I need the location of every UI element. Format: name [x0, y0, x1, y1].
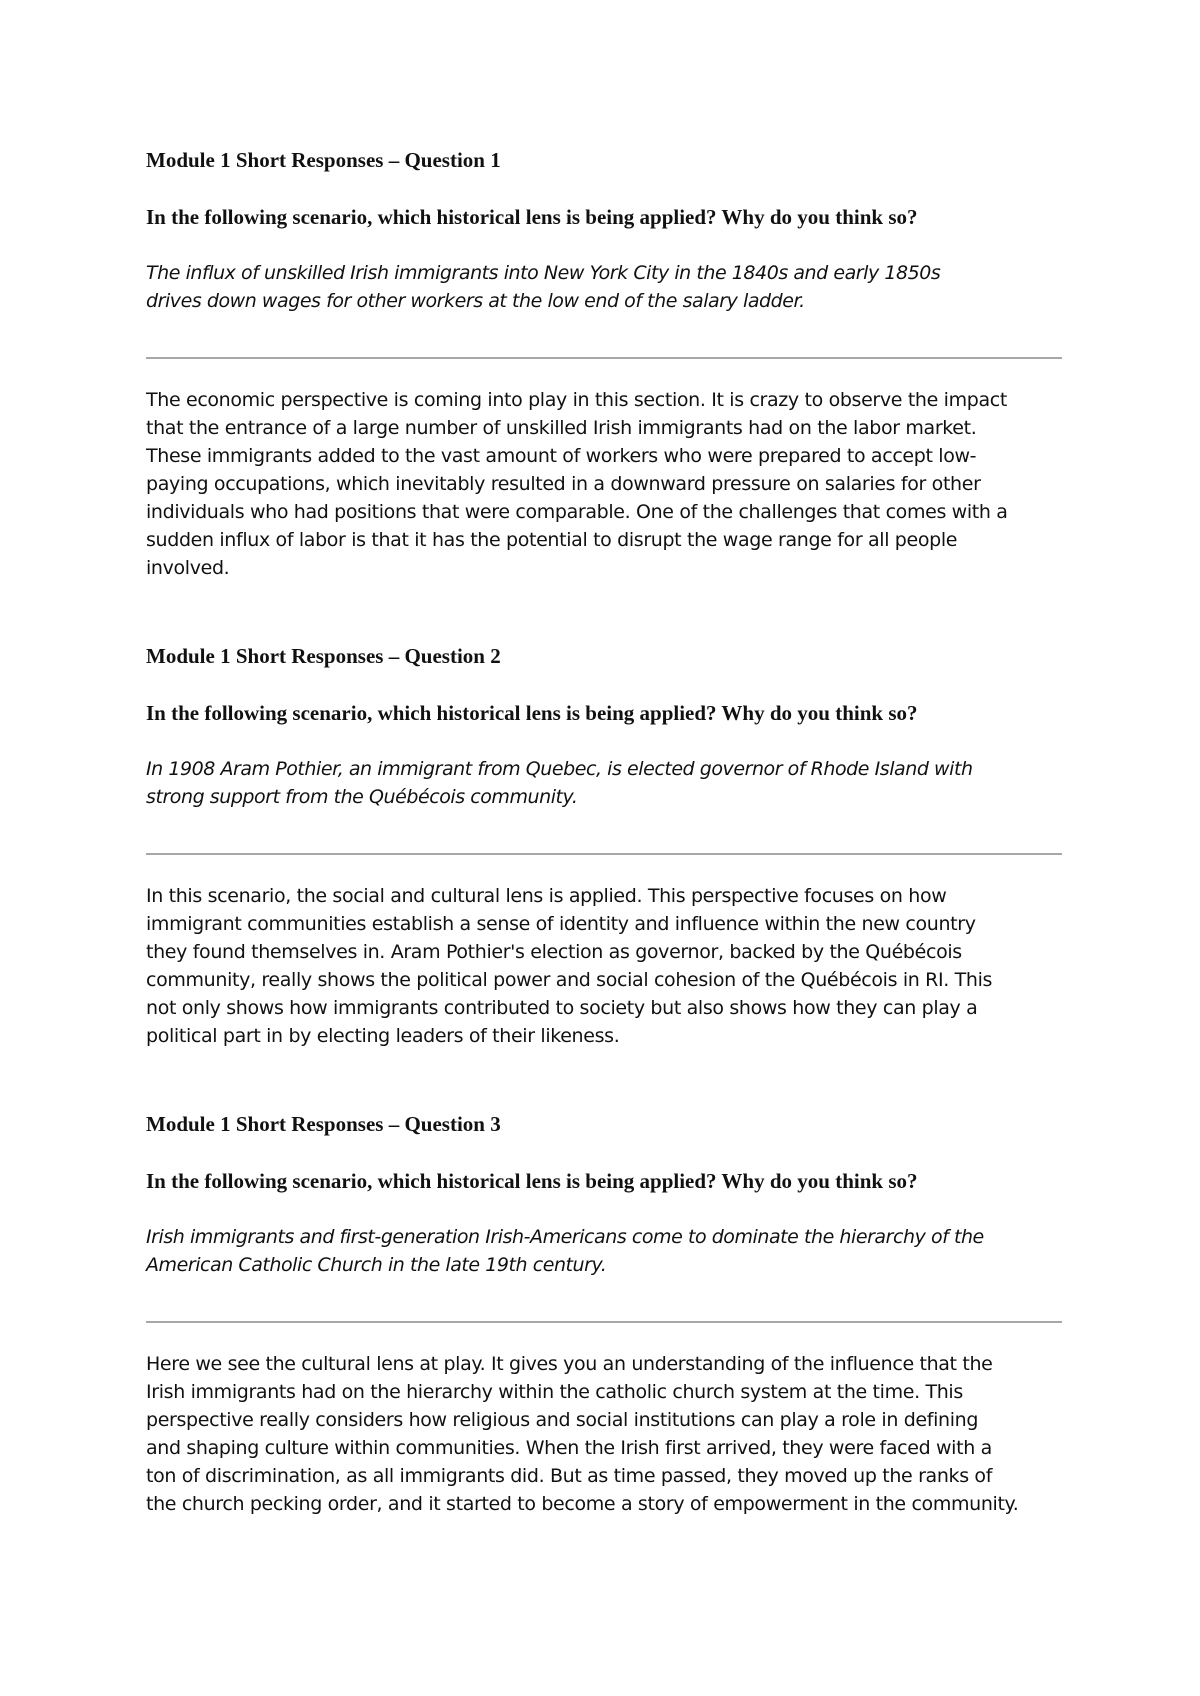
section-heading: Module 1 Short Responses – Question 3 [146, 1112, 501, 1136]
response-line: the church pecking order, and it started to become a story of empowerment in the community. [146, 1493, 1019, 1515]
horizontal-divider [146, 853, 1062, 855]
response-line: Irish immigrants had on the hierarchy within the catholic church system at the time. This [146, 1381, 963, 1403]
response-line: sudden influx of labor is that it has the potential to disrupt the wage range for all people [146, 529, 958, 551]
response-line: ton of discrimination, as all immigrants did. But as time passed, they moved up the ranks of [146, 1465, 993, 1487]
response-line: immigrant communities establish a sense of identity and influence within the new country [146, 913, 976, 935]
scenario-text [146, 755, 1066, 811]
response-line: that the entrance of a large number of unskilled Irish immigrants had on the labor market. [146, 417, 977, 439]
question-prompt: In the following scenario, which historical lens is being applied? Why do you think so? [146, 701, 918, 725]
question-section-2 [146, 642, 1066, 1047]
response-line: political part in by electing leaders of their likeness. [146, 1025, 620, 1047]
response-line: and shaping culture within communities. When the Irish first arrived, they were faced with a [146, 1437, 992, 1459]
response-line: not only shows how immigrants contributed to society but also shows how they can play a [146, 997, 978, 1019]
scenario-line: The influx of unskilled Irish immigrants into New York City in the 1840s and early 1850s [146, 262, 941, 284]
question-section-1 [146, 146, 1066, 579]
response-line: perspective really considers how religious and social institutions can play a role in defining [146, 1409, 979, 1431]
response-text [146, 386, 1066, 582]
section-heading: Module 1 Short Responses – Question 2 [146, 644, 501, 668]
question-prompt: In the following scenario, which historical lens is being applied? Why do you think so? [146, 205, 918, 229]
response-text [146, 882, 1066, 1050]
response-line: they found themselves in. Aram Pothier's election as governor, backed by the Québécois [146, 941, 962, 963]
response-line: The economic perspective is coming into play in this section. It is crazy to observe the impact [146, 389, 1007, 411]
question-prompt: In the following scenario, which historical lens is being applied? Why do you think so? [146, 1169, 918, 1193]
scenario-line: drives down wages for other workers at the low end of the salary ladder. [146, 290, 805, 312]
scenario-line: Irish immigrants and first-generation Irish-Americans come to dominate the hierarchy of the [146, 1226, 984, 1248]
response-line: paying occupations, which inevitably resulted in a downward pressure on salaries for other [146, 473, 981, 495]
scenario-line: strong support from the Québécois community. [146, 786, 578, 808]
scenario-text [146, 1223, 1066, 1279]
response-text [146, 1350, 1066, 1518]
response-line: In this scenario, the social and cultural lens is applied. This perspective focuses on how [146, 885, 947, 907]
response-line: These immigrants added to the vast amount of workers who were prepared to accept low- [146, 445, 977, 467]
question-section-3 [146, 1110, 1066, 1515]
response-line: individuals who had positions that were comparable. One of the challenges that comes with a [146, 501, 1008, 523]
horizontal-divider [146, 1321, 1062, 1323]
scenario-line: American Catholic Church in the late 19th century. [146, 1254, 607, 1276]
scenario-text [146, 259, 1066, 315]
response-line: community, really shows the political power and social cohesion of the Québécois in RI. This [146, 969, 993, 991]
response-line: involved. [146, 557, 230, 579]
horizontal-divider [146, 357, 1062, 359]
section-heading: Module 1 Short Responses – Question 1 [146, 148, 501, 172]
scenario-line: In 1908 Aram Pothier, an immigrant from Quebec, is elected governor of Rhode Island with [146, 758, 973, 780]
response-line: Here we see the cultural lens at play. It gives you an understanding of the influence that the [146, 1353, 993, 1375]
